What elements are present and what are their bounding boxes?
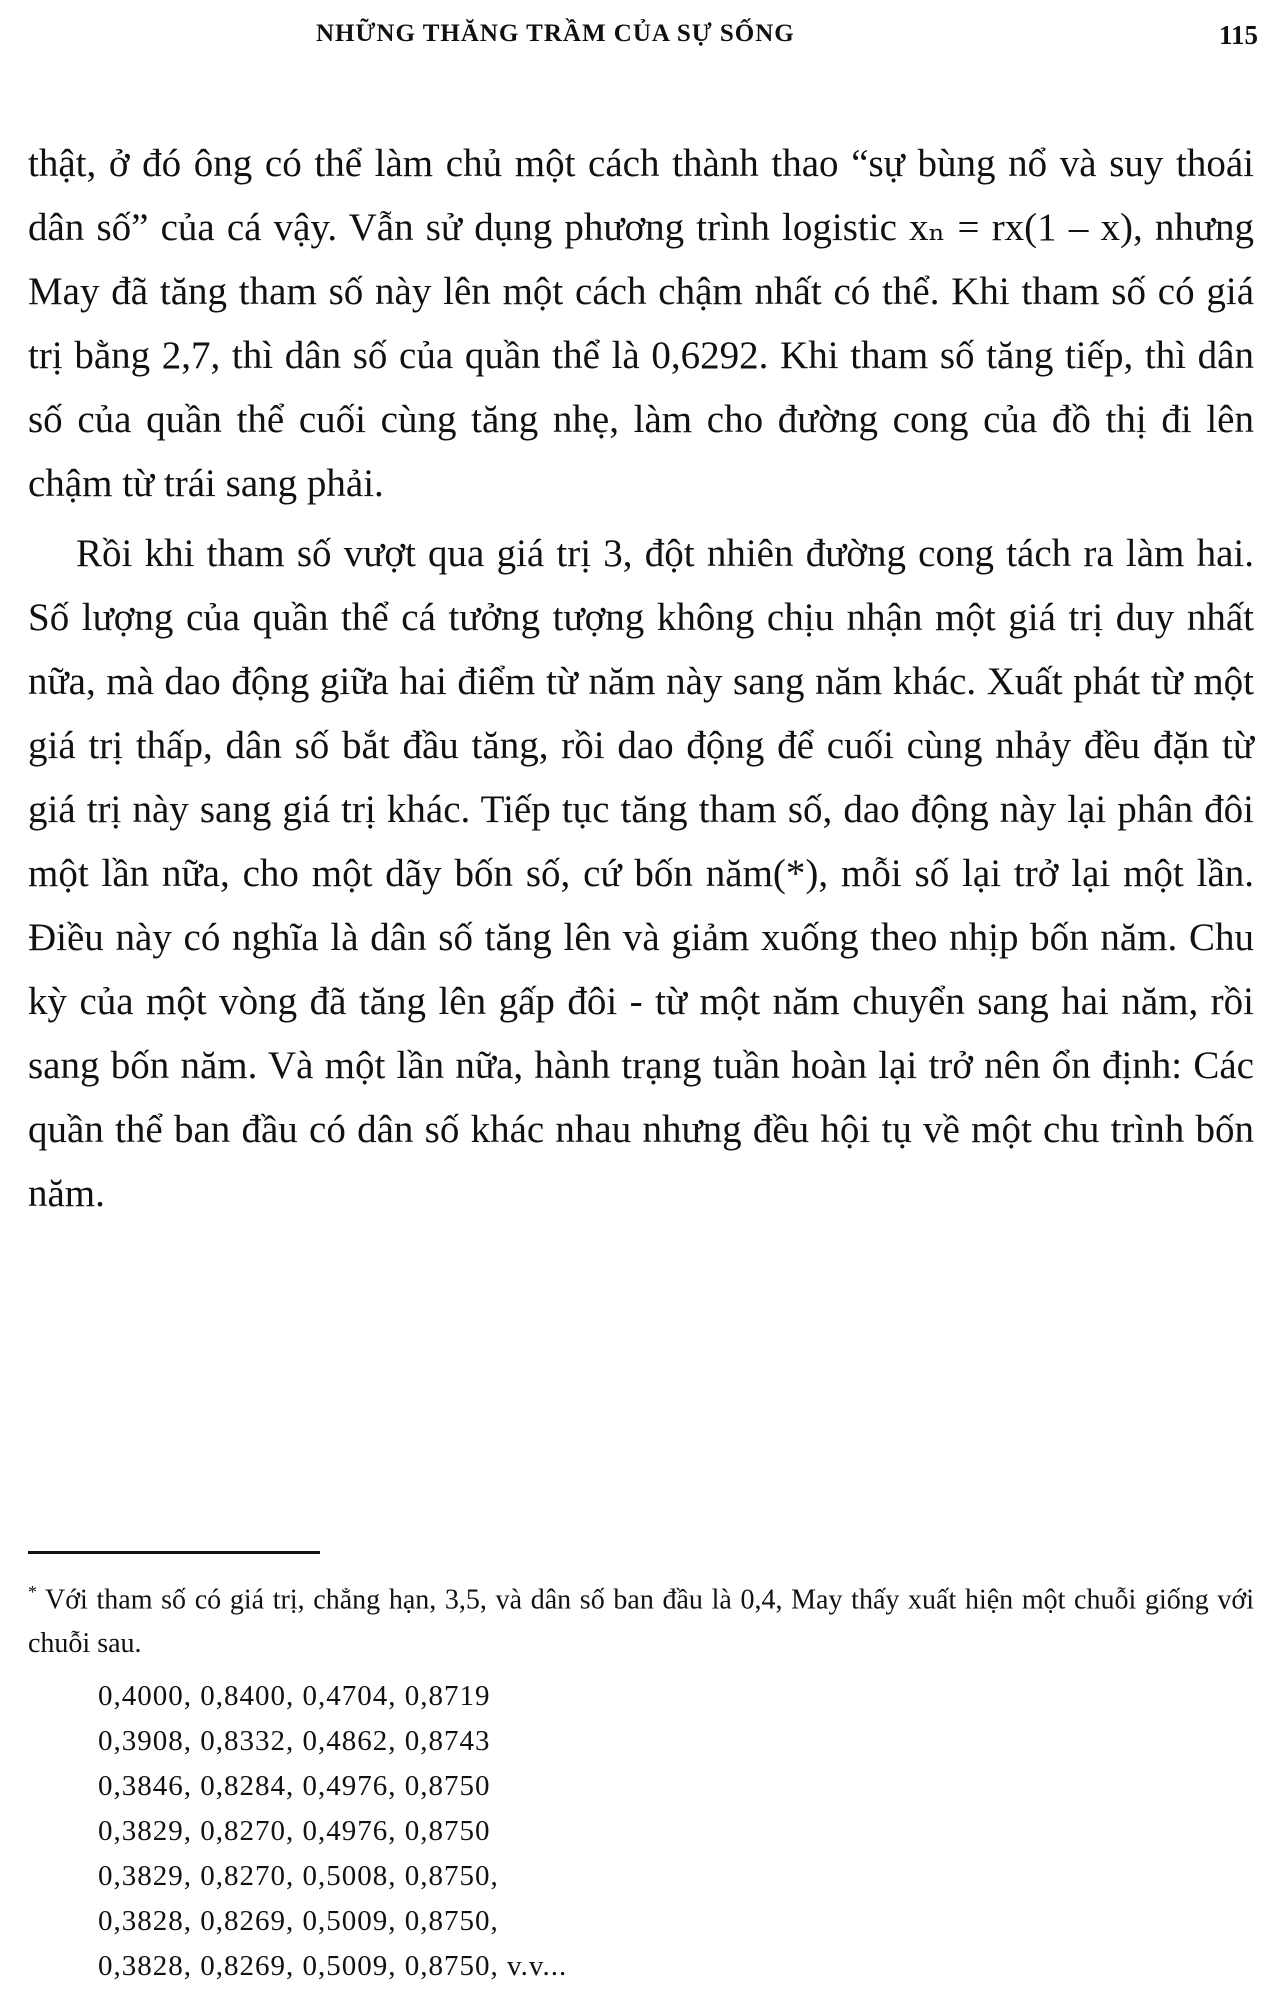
running-header	[0, 20, 1280, 60]
body-text	[28, 132, 1254, 1226]
sequence-row: 0,3908, 0,8332, 0,4862, 0,8743	[98, 1725, 491, 1758]
paragraph: Rồi khi tham số vượt qua giá trị 3, đột nhiên đường cong tách ra làm hai. Số lượng của quần thể cá tưởng tượng không chịu nhận một giá trị duy nhất nữa, mà dao động giữa hai điểm từ năm này sang năm khác. Xuất phát từ một giá trị thấp, dân số bắt đầu tăng, rồi dao động để cuối cùng nhảy đều đặn từ giá trị này sang giá trị khác. Tiếp tục tăng tham số, dao động này lại phân đôi một lần nữa, cho một dãy bốn số, cứ bốn năm(*), mỗi số lại trở lại một lần. Điều này có nghĩa là dân số tăng lên và giảm xuống theo nhịp bốn năm. Chu kỳ của một vòng đã tăng lên gấp đôi - từ một năm chuyển sang hai năm, rồi sang bốn năm. Và một lần nữa, hành trạng tuần hoàn lại trở nên ổn định: Các quần thể ban đầu có dân số khác nhau nhưng đều hội tụ về một chu trình bốn năm.	[28, 532, 1254, 1215]
paragraph: thật, ở đó ông có thể làm chủ một cách thành thao “sự bùng nổ và suy thoái dân số” của cá vậy. Vẫn sử dụng phương trình logistic xₙ = rx(1 – x), nhưng May đã tăng tham số này lên một cách chậm nhất có thể. Khi tham số có giá trị bằng 2,7, thì dân số của quần thể là 0,6292. Khi tham số tăng tiếp, thì dân số của quần thể cuối cùng tăng nhẹ, làm cho đường cong của đồ thị đi lên chậm từ trái sang phải.	[28, 142, 1254, 505]
footnote-text	[28, 1570, 1254, 1666]
sequence-row: 0,4000, 0,8400, 0,4704, 0,8719	[98, 1680, 491, 1713]
running-title: NHỮNG THĂNG TRẦM CỦA SỰ SỐNG	[316, 20, 795, 47]
sequence-list	[98, 1674, 1254, 1989]
footnote-marker: *	[28, 1582, 37, 1602]
footnote-divider	[28, 1551, 320, 1554]
footnote	[28, 1570, 1254, 1989]
sequence-row: 0,3829, 0,8270, 0,4976, 0,8750	[98, 1815, 491, 1848]
sequence-row: 0,3829, 0,8270, 0,5008, 0,8750,	[98, 1860, 499, 1893]
sequence-row: 0,3828, 0,8269, 0,5009, 0,8750,	[98, 1905, 499, 1938]
sequence-row: 0,3828, 0,8269, 0,5009, 0,8750, v.v...	[98, 1950, 568, 1983]
footnote-body: Với tham số có giá trị, chẳng hạn, 3,5, và dân số ban đầu là 0,4, May thấy xuất hiện một chuỗi giống với chuỗi sau.	[28, 1584, 1254, 1660]
sequence-row: 0,3846, 0,8284, 0,4976, 0,8750	[98, 1770, 491, 1803]
page-number: 115	[1218, 20, 1258, 50]
